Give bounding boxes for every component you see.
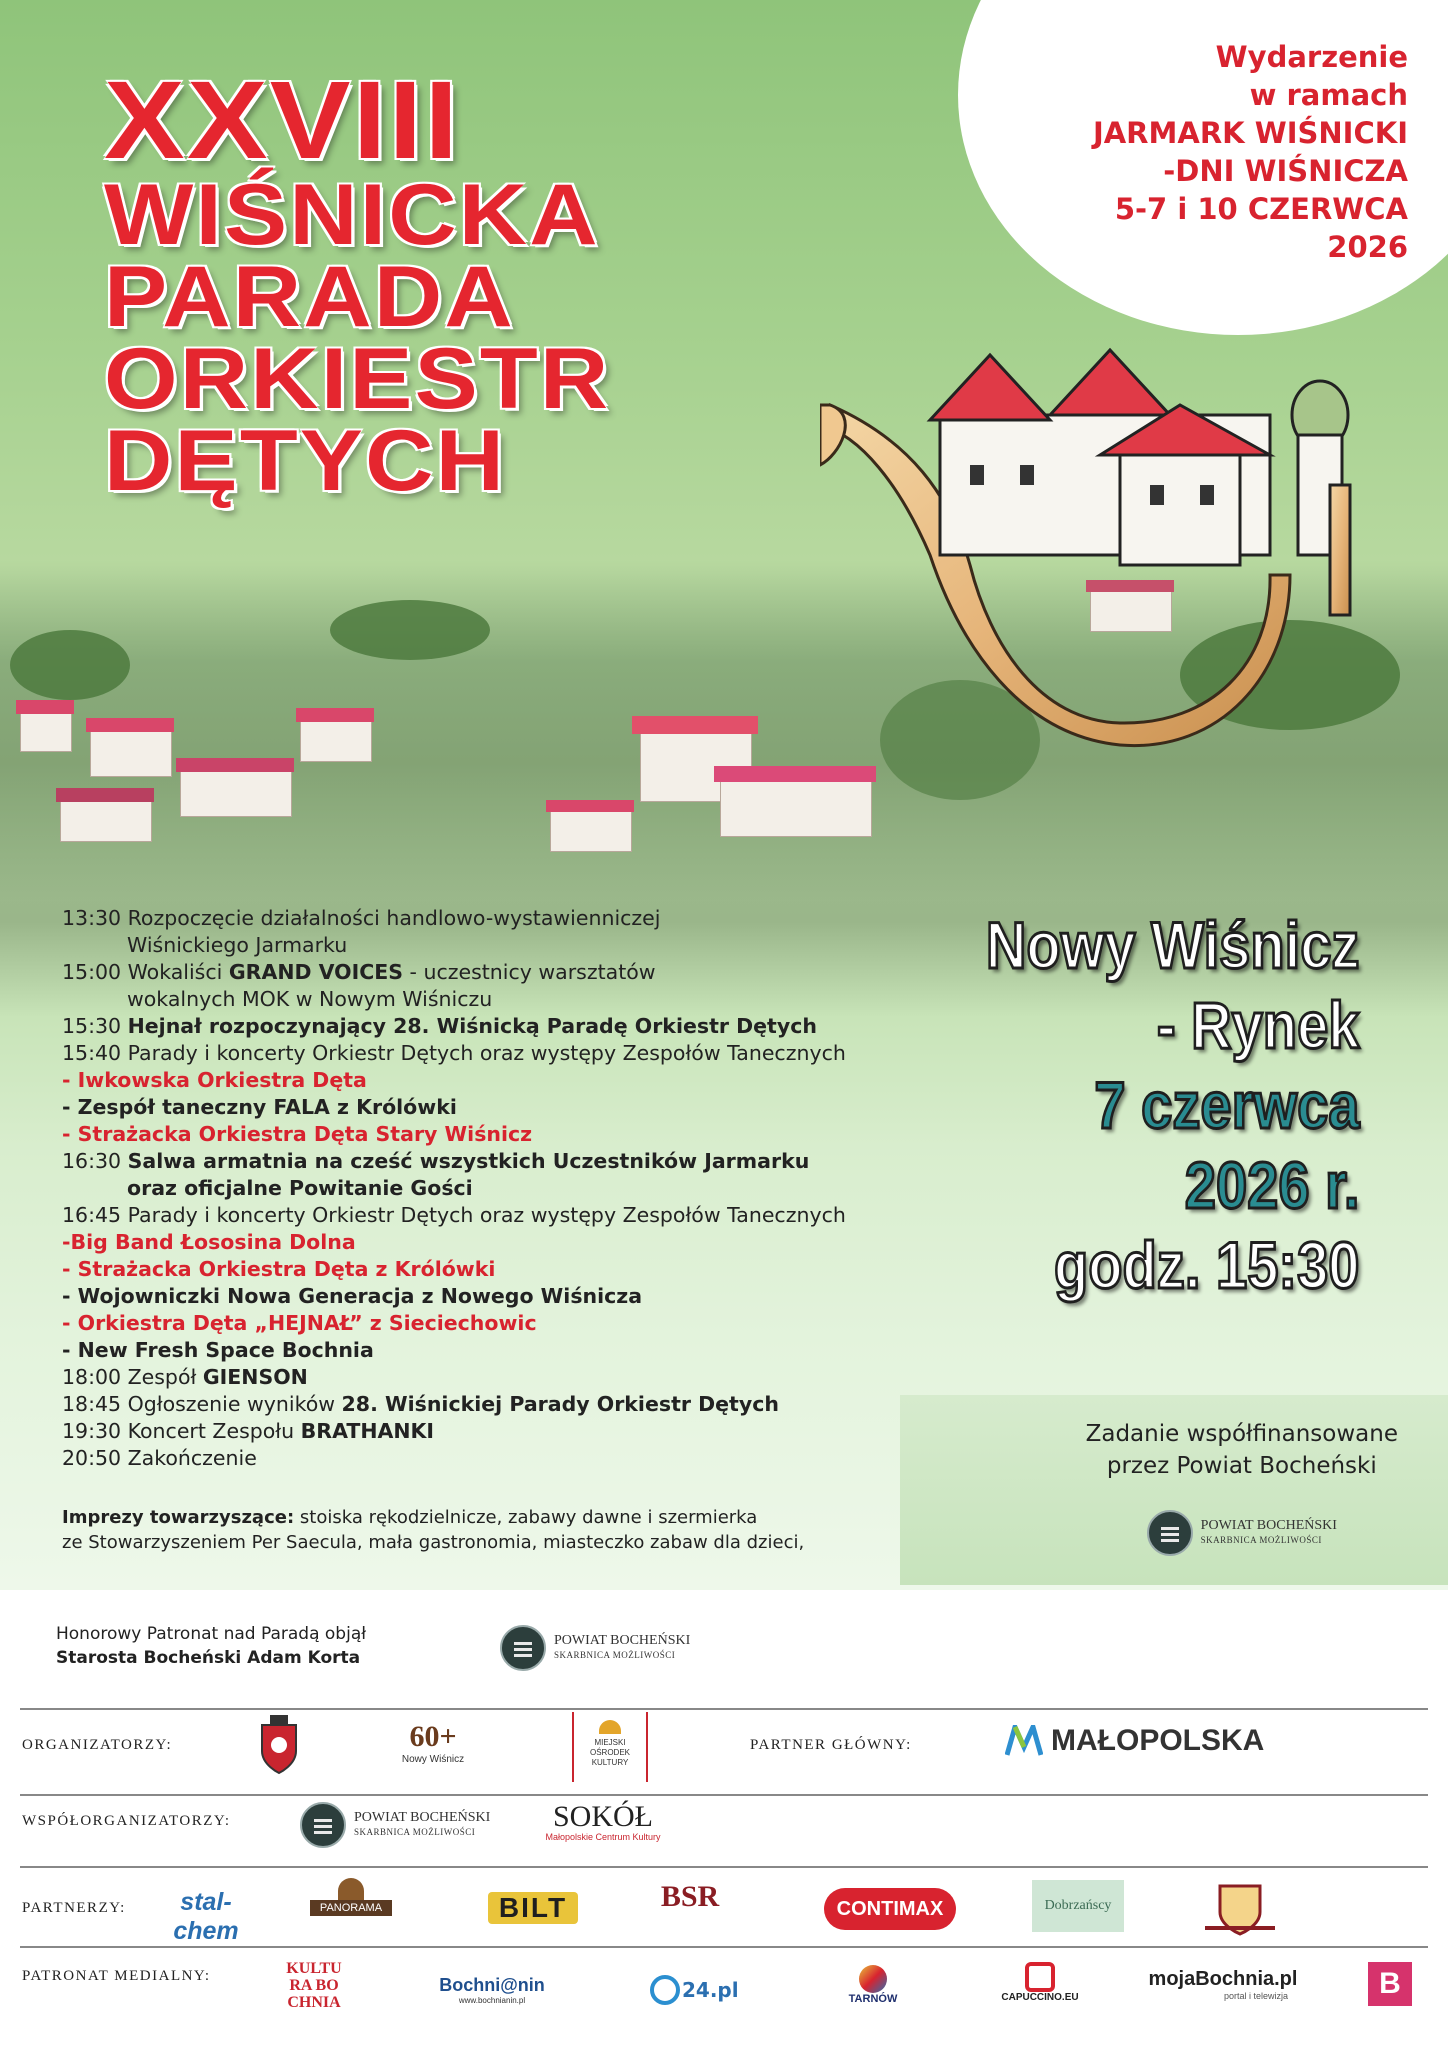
schedule-bold: BRATHANKI (300, 1419, 435, 1443)
schedule-row (62, 1013, 846, 1040)
logo-bochnianin-sub: www.bochnianin.pl (458, 1996, 526, 2005)
schedule-text: 18:45 Ogłoszenie wyników (62, 1392, 342, 1416)
schedule-row (62, 1256, 846, 1283)
logo-mok-text: MIEJSKI OŚRODEK KULTURY (589, 1738, 630, 1767)
schedule-row (62, 1121, 846, 1148)
event-note-line: 2026 (1327, 230, 1408, 264)
logo-malopolska (1005, 1724, 1264, 1758)
event-note-line: Wydarzenie (1215, 40, 1408, 74)
tree (330, 600, 490, 660)
roof (86, 718, 174, 732)
schedule-bold: oraz oficjalne Powitanie Gości (127, 1176, 473, 1200)
title-line: DĘTYCH (104, 413, 507, 509)
venue-year: 2026 r. (1184, 1148, 1360, 1222)
powiat-logo-coorg (300, 1802, 490, 1848)
powiat-seal-icon (1147, 1510, 1193, 1556)
logo-mojabochnia-text: mojaBochnia.pl (1148, 1968, 1298, 1990)
house (300, 720, 372, 762)
schedule-row (62, 959, 846, 986)
powiat-seal-icon (500, 1625, 546, 1671)
title-line: XXVIII (104, 59, 461, 182)
schedule-row (62, 1310, 846, 1337)
roof (296, 708, 374, 722)
venue-place: Nowy Wiśnicz (985, 908, 1360, 982)
schedule-row (62, 1175, 846, 1202)
poster-title (104, 59, 611, 509)
schedule-row (62, 1364, 846, 1391)
schedule-text: 16:45 Parady i koncerty Orkiestr Dętych oraz występy Zespołów Tanecznych (62, 1203, 846, 1227)
schedule-row (62, 986, 846, 1013)
venue-time: godz. 15:30 (1053, 1228, 1360, 1302)
title-line: ORKIESTR (104, 331, 611, 427)
powiat-name: POWIAT BOCHEŃSKI (1200, 1518, 1337, 1533)
partner-crest-icon (1205, 1878, 1275, 1938)
schedule-red: - Strażacka Orkiestra Dęta Stary Wiśnicz (62, 1122, 533, 1146)
logo-sokol-text: SOKÓŁ (552, 1800, 653, 1833)
logo-sokol (538, 1802, 668, 1842)
schedule-list (62, 905, 846, 1472)
schedule-bold: - Wojowniczki Nowa Generacja z Nowego Wiśnicza (62, 1284, 643, 1308)
tarnow-swirl-icon (859, 1965, 887, 1993)
title-line: PARADA (104, 249, 515, 345)
footer-divider (20, 1866, 1428, 1868)
house (20, 710, 72, 752)
media-label: PATRONAT MEDIALNY: (22, 1968, 211, 1984)
logo-capuccino (995, 1962, 1085, 2003)
schedule-text: 18:00 Zespół (62, 1365, 203, 1389)
logo-c24-text: 24.pl (682, 1978, 739, 2002)
powiat-tag: SKARBNICA MOŻLIWOŚCI (554, 1650, 676, 1660)
powiat-logo (1086, 1510, 1398, 1556)
organizers-label: ORGANIZATORZY: (22, 1737, 173, 1753)
schedule-red: -Big Band Łososina Dolna (62, 1230, 356, 1254)
house (180, 770, 292, 817)
wisnicz-coat-of-arms-icon (256, 1715, 302, 1775)
companion-events (62, 1505, 804, 1555)
sun-icon (599, 1720, 621, 1734)
schedule-text: 20:50 Zakończenie (62, 1446, 257, 1470)
event-note-line: JARMARK WIŚNICKI (1092, 116, 1408, 150)
logo-60plus-sub: Nowy Wiśnicz (401, 1754, 465, 1765)
schedule-row (62, 1202, 846, 1229)
powiat-name: POWIAT BOCHEŃSKI (354, 1810, 491, 1825)
logo-panorama-text: PANORAMA (310, 1900, 392, 1916)
house (720, 780, 872, 837)
schedule-text: Wiśnickiego Jarmarku (127, 933, 348, 957)
schedule-row (62, 1040, 846, 1067)
roof (56, 788, 154, 802)
schedule-text: 19:30 Koncert Zespołu (62, 1419, 301, 1443)
c24-ring-icon (650, 1975, 680, 2005)
logo-mojabochnia (1138, 1968, 1308, 2001)
footer-divider (20, 1708, 1428, 1710)
schedule-row (62, 1094, 846, 1121)
logo-mok (572, 1712, 648, 1782)
venue-date: 7 czerwca (1094, 1068, 1360, 1142)
event-note (1093, 38, 1408, 266)
logo-panorama (310, 1878, 392, 1916)
event-note-line: 5-7 i 10 CZERWCA (1114, 192, 1408, 226)
logo-bochnianin-text: Bochni@nin (439, 1975, 545, 1995)
logo-c24 (650, 1975, 739, 2005)
logo-b: B (1368, 1962, 1412, 2006)
schedule-red: - Orkiestra Dęta „HEJNAŁ” z Sieciechowic (62, 1311, 537, 1335)
venue-place-sub: - Rynek (1156, 988, 1360, 1062)
companion-text: ze Stowarzyszeniem Per Saecula, mała gastronomia, miasteczko zabaw dla dzieci, (62, 1532, 805, 1553)
logo-60plus (388, 1720, 478, 1765)
cofinance-line: Zadanie współfinansowane (1085, 1421, 1398, 1447)
event-note-line: -DNI WIŚNICZA (1163, 154, 1408, 188)
schedule-row (62, 1148, 846, 1175)
schedule-row (62, 905, 846, 932)
patronage-line: Honorowy Patronat nad Paradą objął (56, 1624, 367, 1644)
event-note-line: w ramach (1249, 78, 1408, 112)
schedule-row (62, 1229, 846, 1256)
logo-capuccino-text: CAPUCCINO.EU (1001, 1992, 1079, 2003)
schedule-bold: 28. Wiśnickiej Parady Orkiestr Dętych (341, 1392, 779, 1416)
schedule-red: - Strażacka Orkiestra Dęta z Królówki (62, 1257, 496, 1281)
schedule-row (62, 932, 846, 959)
schedule-row (62, 1391, 846, 1418)
patronage-note (56, 1622, 366, 1670)
cofinance-line: przez Powiat Bocheński (1106, 1453, 1377, 1479)
schedule-text: 15:00 Wokaliści (62, 960, 229, 984)
logo-mojabochnia-sub: portal i telewizja (1223, 1991, 1288, 2001)
patronage-name: Starosta Bocheński Adam Korta (56, 1648, 361, 1668)
schedule-bold: GRAND VOICES (228, 960, 404, 984)
roof (16, 700, 74, 714)
roof (176, 758, 294, 772)
logo-bochnianin (438, 1975, 546, 2005)
malopolska-m-icon (1005, 1725, 1043, 1757)
logo-tarnow-text: TARNÓW (848, 1993, 898, 2005)
tree (10, 630, 130, 700)
house (550, 810, 632, 852)
roof (632, 716, 758, 734)
horn-castle-illustration (820, 345, 1380, 775)
logo-malopolska-text: MAŁOPOLSKA (1051, 1724, 1265, 1757)
powiat-logo-patron (500, 1625, 690, 1671)
logo-kultura: KULTURA BOCHNIA (286, 1960, 342, 2011)
powiat-tag: SKARBNICA MOŻLIWOŚCI (1200, 1535, 1322, 1545)
schedule-row (62, 1445, 846, 1472)
logo-sokol-sub: Małopolskie Centrum Kultury (545, 1832, 661, 1842)
schedule-text: 15:30 (62, 1014, 128, 1038)
powiat-seal-icon (300, 1802, 346, 1848)
schedule-row (62, 1067, 846, 1094)
schedule-text: 15:40 Parady i koncerty Orkiestr Dętych oraz występy Zespołów Tanecznych (62, 1041, 846, 1065)
schedule-bold: - New Fresh Space Bochnia (62, 1338, 374, 1362)
schedule-text: 16:30 (62, 1149, 128, 1173)
house (90, 730, 172, 777)
cofinance-note (1086, 1418, 1398, 1556)
capuccino-c-icon (1025, 1962, 1055, 1992)
schedule-row (62, 1337, 846, 1364)
schedule-text: 13:30 Rozpoczęcie działalności handlowo-wystawienniczej (62, 906, 661, 930)
title-line: WIŚNICKA (104, 167, 600, 263)
logo-contimax: CONTIMAX (824, 1888, 956, 1930)
house (60, 800, 152, 842)
schedule-bold: Salwa armatnia na cześć wszystkich Uczestników Jarmarku (127, 1149, 810, 1173)
schedule-row (62, 1418, 846, 1445)
schedule-bold: - Zespół taneczny FALA z Królówki (62, 1095, 457, 1119)
schedule-row (62, 1283, 846, 1310)
powiat-name: POWIAT BOCHEŃSKI (554, 1633, 691, 1648)
logo-60plus-text: 60+ (409, 1720, 457, 1753)
logo-stalchem: stal-chem (173, 1888, 239, 1945)
coorganizers-label: WSPÓŁORGANIZATORZY: (22, 1813, 231, 1829)
main-partner-label: PARTNER GŁÓWNY: (750, 1737, 912, 1753)
partners-label: PARTNERZY: (22, 1900, 126, 1916)
logo-tarnow (835, 1965, 911, 2005)
hotel-icon (338, 1878, 364, 1900)
companion-label: Imprezy towarzyszące: (62, 1507, 295, 1528)
schedule-bold: Hejnał rozpoczynający 28. Wiśnicką Paradę Orkiestr Dętych (127, 1014, 817, 1038)
powiat-tag: SKARBNICA MOŻLIWOŚCI (354, 1827, 476, 1837)
footer-divider (20, 1794, 1428, 1796)
logo-dobrzanscy: Dobrzańscy (1032, 1880, 1124, 1932)
roof (546, 800, 634, 812)
companion-text: stoiska rękodzielnicze, zabawy dawne i szermierka (294, 1507, 758, 1528)
schedule-bold: GIENSON (202, 1365, 308, 1389)
footer-divider (20, 1946, 1428, 1948)
schedule-text: wokalnych MOK w Nowym Wiśniczu (127, 987, 493, 1011)
schedule-red: - Iwkowska Orkiestra Dęta (62, 1068, 367, 1092)
logo-bilt: BILT (488, 1892, 578, 1924)
logo-bsr: BSR (660, 1880, 720, 1913)
schedule-text: - uczestnicy warsztatów (403, 960, 656, 984)
venue-block (920, 905, 1359, 1305)
